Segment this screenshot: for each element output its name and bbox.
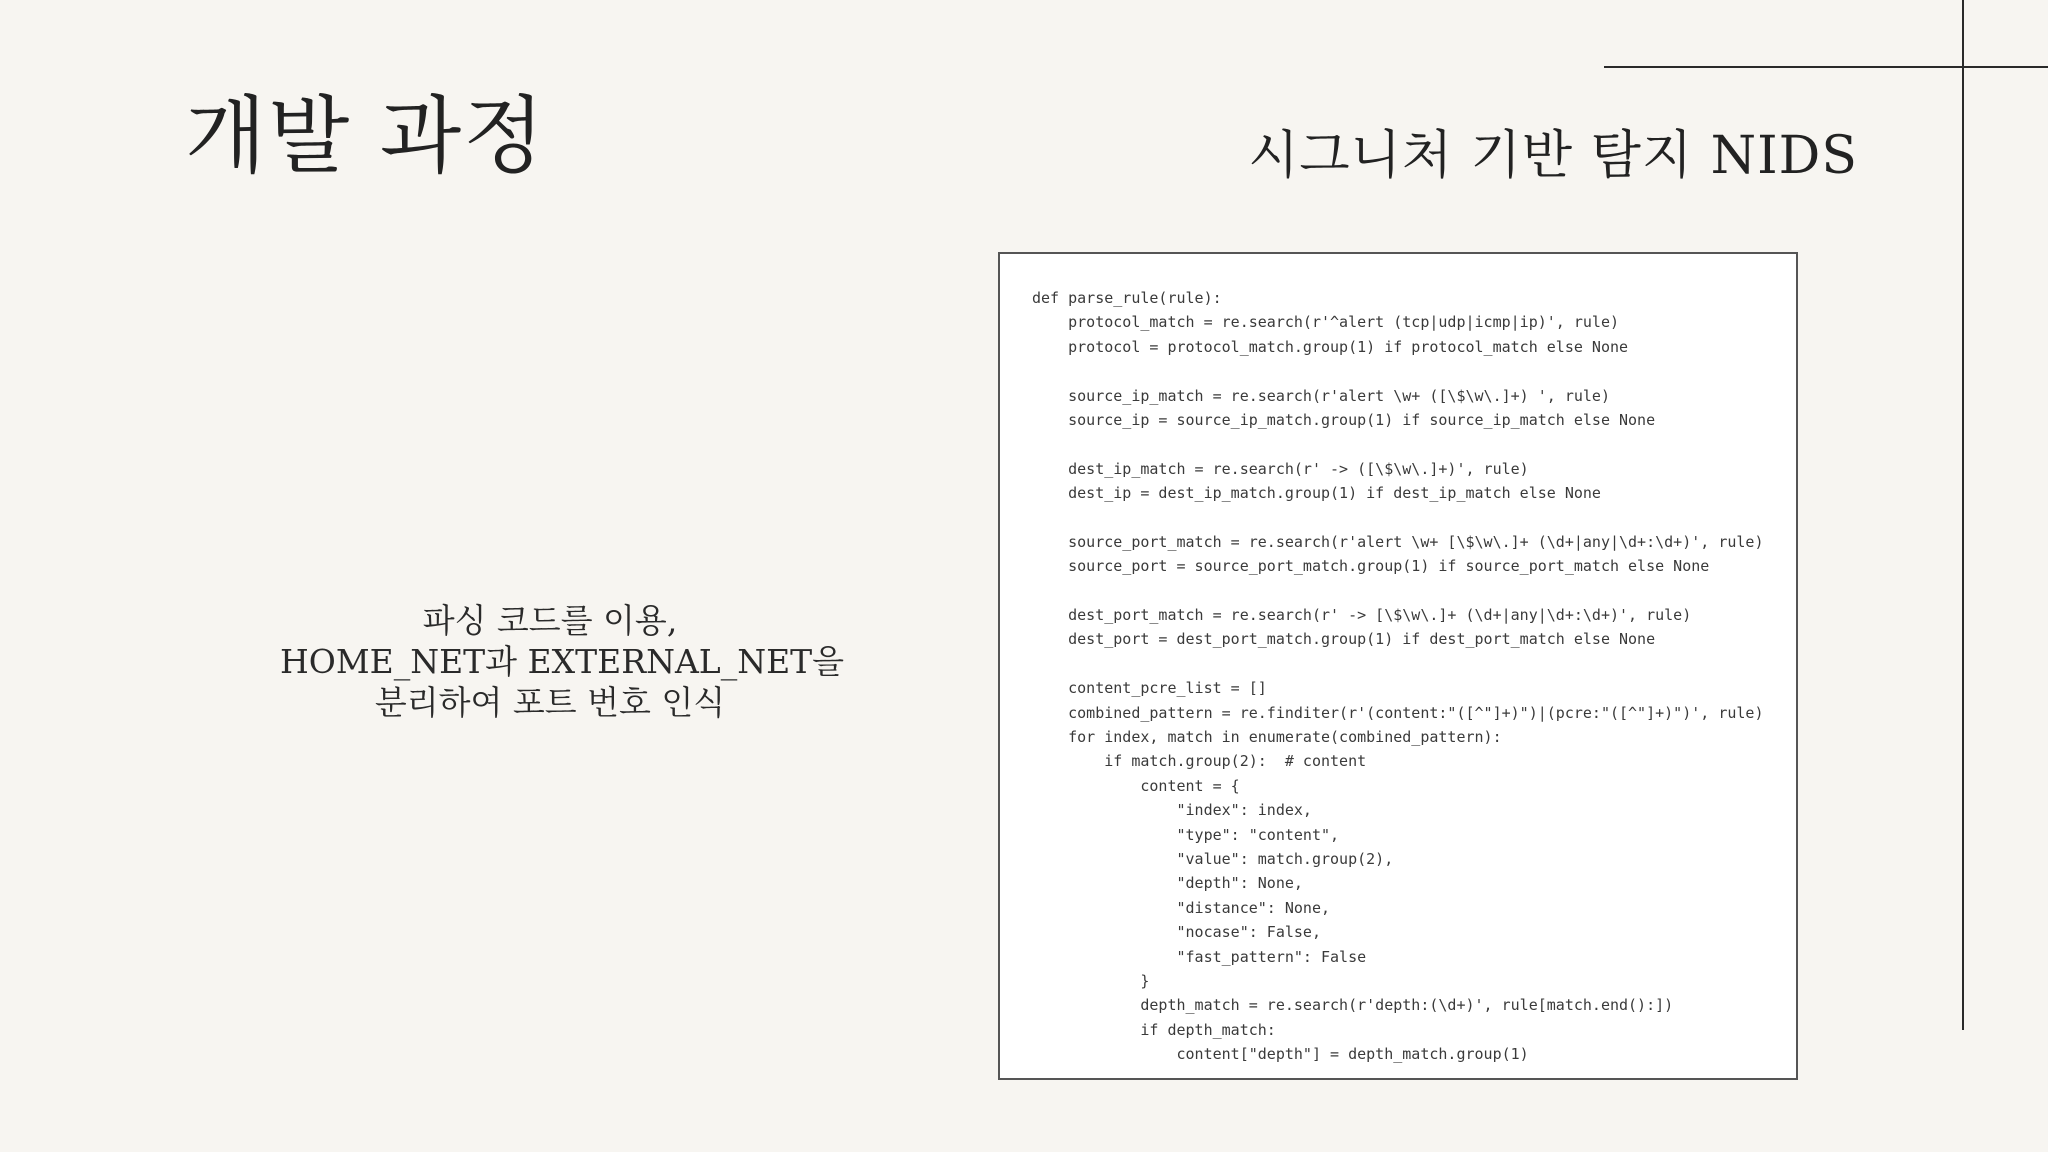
code-line: source_ip = source_ip_match.group(1) if source_ip_match else None	[1032, 410, 1656, 429]
code-line: content = {	[1032, 776, 1240, 795]
code-line: "value": match.group(2),	[1032, 849, 1394, 868]
code-line	[1032, 506, 1766, 530]
code-line: source_ip_match = re.search(r'alert \w+ ([\$\w\.]+) ', rule)	[1032, 386, 1610, 405]
code-line: dest_port = dest_port_match.group(1) if dest_port_match else None	[1032, 630, 1656, 649]
code-line: depth_match = re.search(r'depth:(\d+)', rule[match.end():])	[1032, 996, 1674, 1015]
slide-subtitle: 시그니처 기반 탐지 NIDS	[1248, 126, 1858, 186]
code-line: if depth_match:	[1032, 1020, 1276, 1039]
code-line: content["depth"] = depth_match.group(1)	[1032, 1045, 1529, 1064]
code-line: dest_ip = dest_ip_match.group(1) if dest_ip_match else None	[1032, 484, 1601, 503]
code-line	[1032, 359, 1766, 383]
code-line: source_port_match = re.search(r'alert \w+ [\$\w\.]+ (\d+|any|\d+:\d+)', rule)	[1032, 532, 1764, 551]
code-line	[1032, 432, 1766, 456]
code-line: }	[1032, 971, 1150, 990]
description-text	[280, 600, 845, 723]
code-line: "nocase": False,	[1032, 923, 1321, 942]
description-line: HOME_NET과 EXTERNAL_NET을	[280, 642, 845, 681]
code-line: "depth": None,	[1032, 874, 1303, 893]
slide-title: 개발 과정	[185, 87, 547, 185]
code-line: def parse_rule(rule):	[1032, 289, 1222, 307]
code-line: source_port = source_port_match.group(1) if source_port_match else None	[1032, 557, 1710, 576]
code-line: protocol = protocol_match.group(1) if protocol_match else None	[1032, 337, 1629, 356]
code-line	[1032, 652, 1766, 676]
code-line: dest_port_match = re.search(r' -> [\$\w\.]+ (\d+|any|\d+:\d+)', rule)	[1032, 606, 1692, 625]
code-line: content_pcre_list = []	[1032, 679, 1267, 698]
description-line: 분리하여 포트 번호 인식	[374, 683, 726, 722]
code-line: for index, match in enumerate(combined_pattern):	[1032, 728, 1502, 747]
code-line: dest_ip_match = re.search(r' -> ([\$\w\.]+)', rule)	[1032, 459, 1529, 478]
decorative-horizontal-rule	[1604, 66, 2048, 68]
code-line: if match.group(2): # content	[1032, 752, 1367, 771]
description-line: 파싱 코드를 이용,	[422, 601, 678, 640]
code-line: "distance": None,	[1032, 898, 1331, 917]
code-line: protocol_match = re.search(r'^alert (tcp|udp|icmp|ip)', rule)	[1032, 313, 1619, 332]
decorative-vertical-rule	[1962, 0, 1964, 1030]
code-line: "index": index,	[1032, 801, 1312, 820]
code-line: "fast_pattern": False	[1032, 947, 1367, 966]
code-line	[1032, 579, 1766, 603]
code-screenshot-panel	[998, 252, 1798, 1080]
code-line: combined_pattern = re.finditer(r'(content:"([^"]+)")|(pcre:"([^"]+)")', rule)	[1032, 703, 1764, 722]
code-line: "type": "content",	[1032, 825, 1340, 844]
